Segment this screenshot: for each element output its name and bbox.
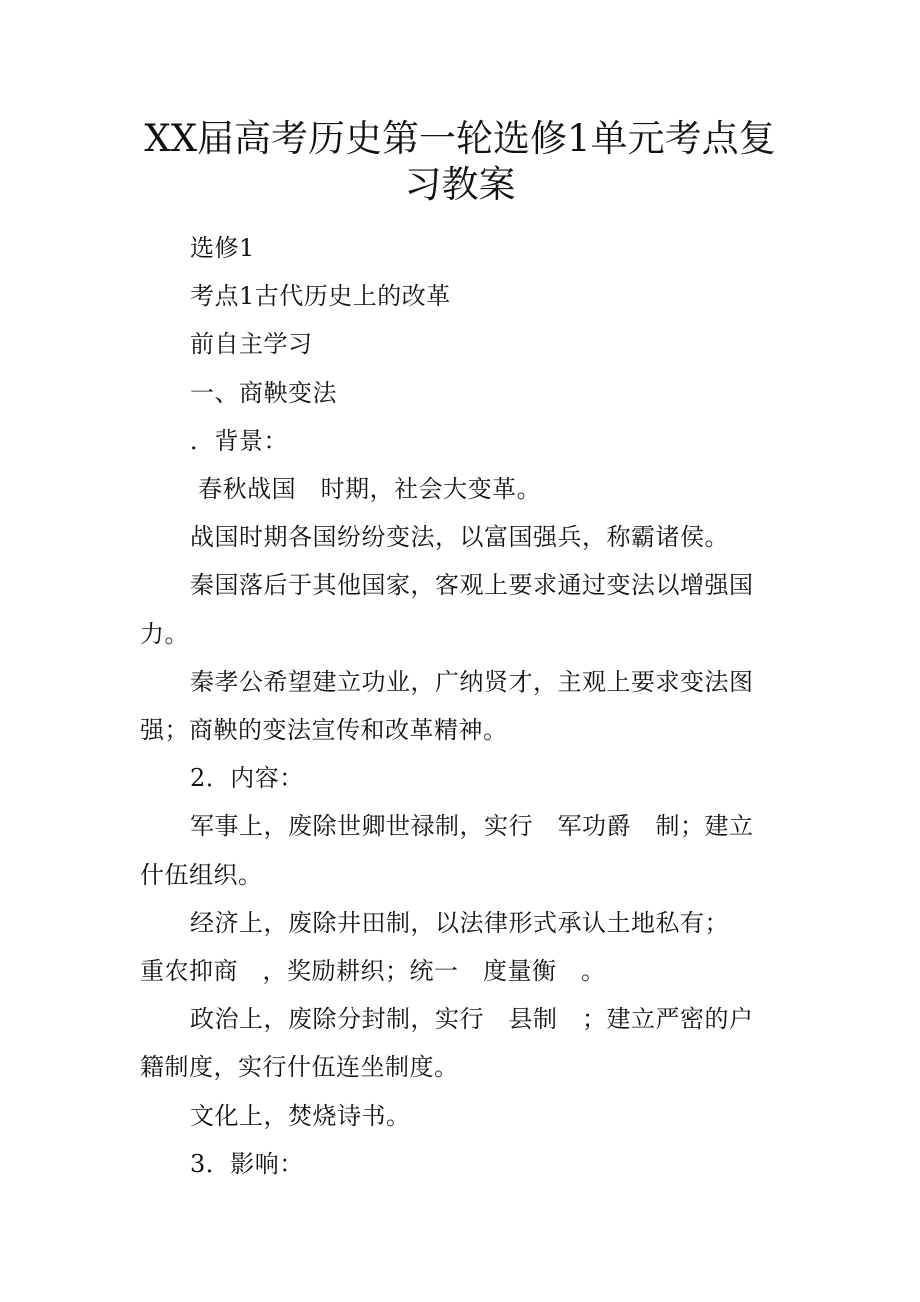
paragraph-line: 一、商鞅变法 bbox=[190, 379, 337, 407]
paragraph-continuation-line: 强；商鞅的变法宣传和改革精神。 bbox=[140, 716, 508, 744]
paragraph-line: 2．内容： bbox=[190, 764, 304, 792]
paragraph-line: 政治上，废除分封制，实行 县制 ；建立严密的户 bbox=[190, 1005, 754, 1033]
paragraph-line: ．背景： bbox=[190, 427, 288, 455]
paragraph-line: 考点1古代历史上的改革 bbox=[190, 282, 451, 310]
paragraph-line: 战国时期各国纷纷变法，以富国强兵，称霸诸侯。 bbox=[190, 523, 729, 551]
paragraph-line: 前自主学习 bbox=[190, 330, 313, 358]
paragraph-line: 军事上，废除世卿世禄制，实行 军功爵 制；建立 bbox=[190, 812, 754, 840]
paragraph-line: 文化上，焚烧诗书。 bbox=[190, 1102, 411, 1130]
document-title-line-2: 习教案 bbox=[404, 163, 516, 206]
paragraph-line: 秦孝公希望建立功业，广纳贤才，主观上要求变法图 bbox=[190, 668, 754, 696]
paragraph-line: 经济上，废除井田制，以法律形式承认土地私有； bbox=[190, 909, 729, 937]
paragraph-continuation-line: 籍制度，实行什伍连坐制度。 bbox=[140, 1053, 459, 1081]
paragraph-continuation-line: 重农抑商 ，奖励耕织；统一 度量衡 。 bbox=[140, 957, 606, 985]
paragraph-line: 春秋战国 时期，社会大变革。 bbox=[190, 475, 542, 503]
paragraph-line: 秦国落后于其他国家，客观上要求通过变法以增强国 bbox=[190, 571, 754, 599]
paragraph-continuation-line: 什伍组织。 bbox=[140, 861, 263, 889]
document-title-line-1: XX届高考历史第一轮选修1单元考点复 bbox=[144, 117, 776, 160]
paragraph-line: 3．影响： bbox=[190, 1150, 304, 1178]
paragraph-continuation-line: 力。 bbox=[140, 620, 189, 648]
paragraph-line: 选修1 bbox=[190, 234, 255, 262]
